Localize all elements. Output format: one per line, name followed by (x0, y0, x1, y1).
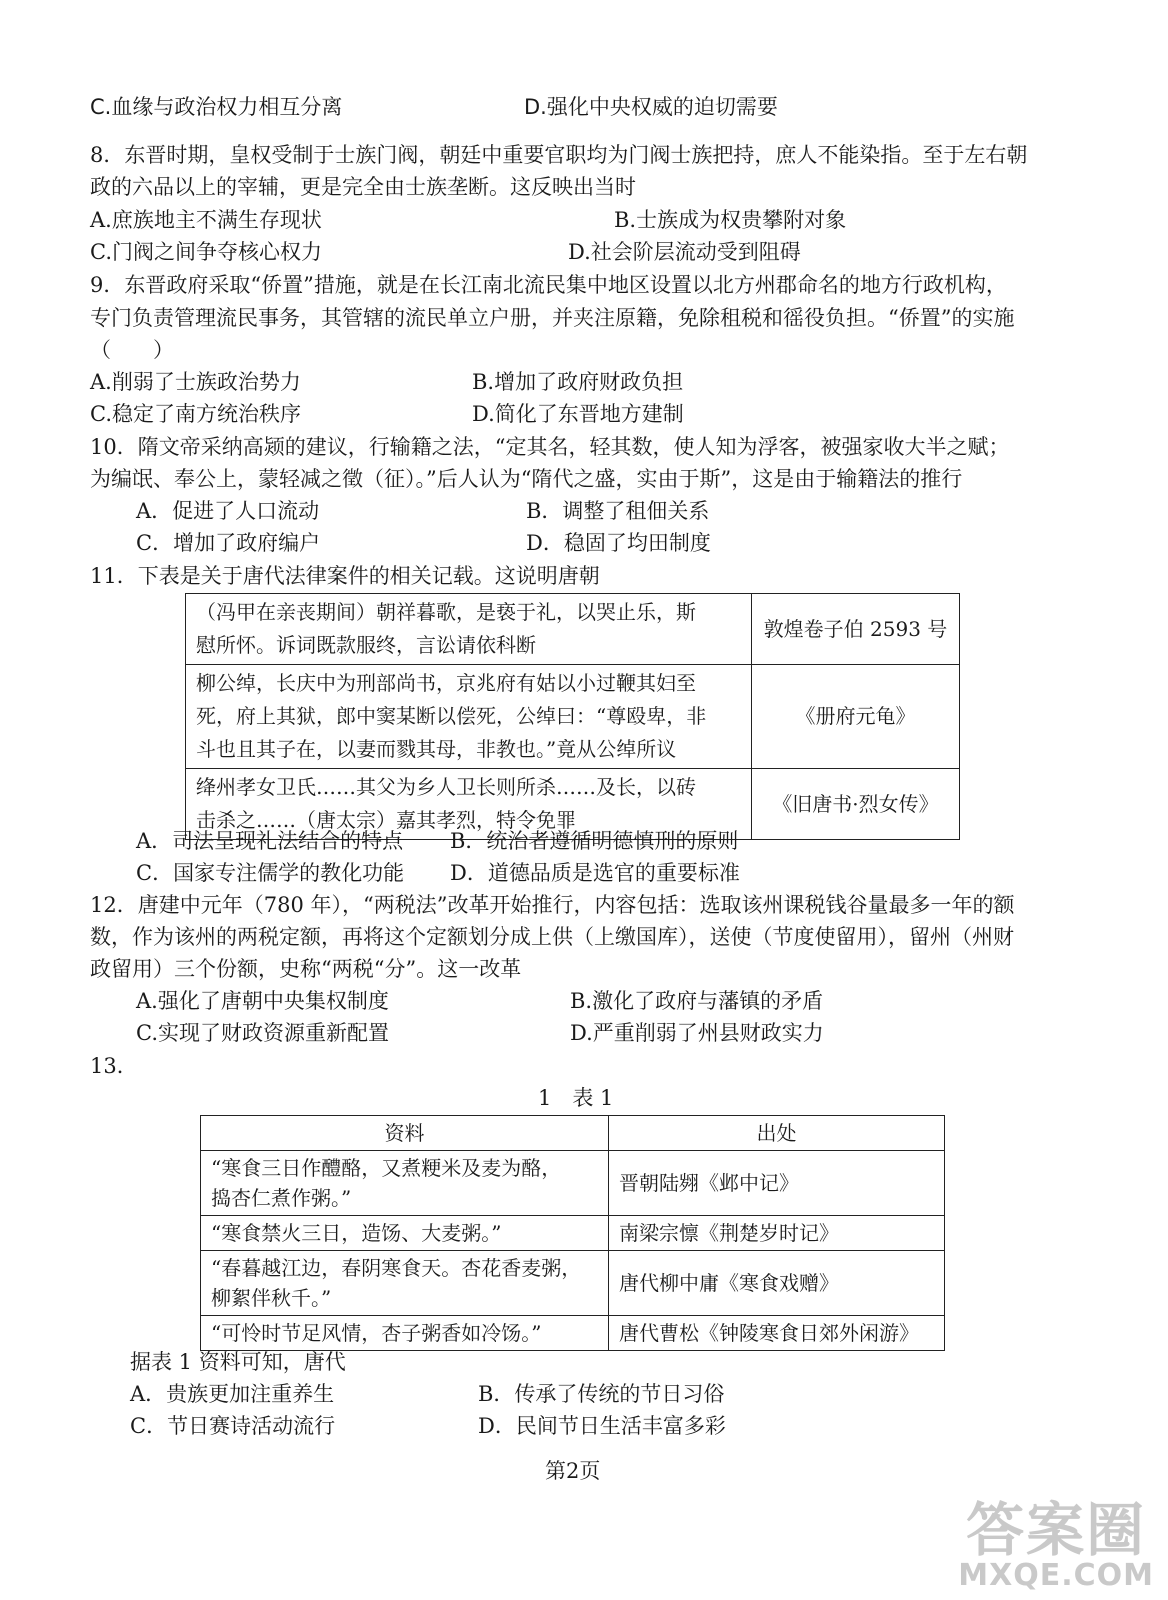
record-line: 死，府上其狱，郎中窦某断以偿死，公绰曰：“尊殴卑，非 (196, 704, 707, 728)
q12-option-a: A.强化了唐朝中央集权制度 (136, 989, 389, 1013)
q13-option-a: A．贵族更加注重养生 (130, 1382, 335, 1406)
q10-option-a: A．促进了人口流动 (136, 499, 320, 523)
table-cell-source: 《旧唐书·烈女传》 (752, 769, 960, 840)
table-cell-source: 唐代曹松《钟陵寒食日郊外闲游》 (609, 1316, 945, 1351)
q12-stem-line1: 12．唐建中元年（780 年），“两税法”改革开始推行，内容包括：选取该州课税钱谷量最多一年的额 (90, 893, 1015, 917)
q10-option-c: C．增加了政府编户 (136, 531, 321, 555)
q8-stem-line2: 政的六品以上的宰辅，更是完全由士族垄断。这反映出当时 (90, 175, 636, 199)
q8-option-d: D.社会阶层流动受到阻碍 (568, 240, 801, 264)
q9-option-d: D.简化了东晋地方建制 (472, 402, 684, 426)
q9-option-b: B.增加了政府财政负担 (472, 370, 684, 394)
column-header-material: 资料 (201, 1116, 609, 1151)
q11-option-d: D．道德品质是选官的重要标准 (450, 861, 740, 885)
q11-option-a: A．司法呈现礼法结合的特点 (136, 829, 404, 853)
q8-option-b: B.士族成为权贵攀附对象 (614, 208, 847, 232)
record-line: 柳公绰，长庆中为刑部尚书，京兆府有姑以小过鞭其妇至 (196, 671, 696, 695)
record-line: 绛州孝女卫氏……其父为乡人卫长则所杀……及长，以砖 (196, 775, 696, 799)
table-cell-record (186, 594, 752, 665)
table-row (186, 665, 960, 769)
q10-option-b: B．调整了租佃关系 (526, 499, 710, 523)
q9-option-a: A.削弱了士族政治势力 (90, 370, 301, 394)
table-row (201, 1216, 945, 1251)
q13-custom-table (200, 1115, 945, 1351)
q13-number: 13． (90, 1054, 138, 1078)
table-cell-material: “可怜时节足风情，杏子粥香如冷饧。” (201, 1316, 609, 1351)
table-row (186, 594, 960, 665)
q12-option-d: D.严重削弱了州县财政实力 (570, 1021, 824, 1045)
q9-answer-blank: （ ） (90, 338, 174, 362)
q13-option-c: C．节日赛诗活动流行 (130, 1414, 336, 1438)
q13-option-d: D．民间节日生活丰富多彩 (478, 1414, 726, 1438)
table-row (201, 1151, 945, 1216)
table-cell-source: 晋朝陆翙《邺中记》 (609, 1151, 945, 1216)
watermark-url: MXQE.COM (958, 1558, 1154, 1593)
q8-option-c: C.门阀之间争夺核心权力 (90, 240, 322, 264)
table-cell-record (186, 665, 752, 769)
table-cell-source: 《册府元龟》 (752, 665, 960, 769)
q9-option-c: C.稳定了南方统治秩序 (90, 402, 301, 426)
record-line: 慰所怀。诉词既款服终，言讼请依科断 (196, 633, 536, 657)
table-header-row (201, 1116, 945, 1151)
q11-option-b: B．统治者遵循明德慎刑的原则 (450, 829, 739, 853)
q12-option-c: C.实现了财政资源重新配置 (136, 1021, 389, 1045)
q13-option-b: B．传承了传统的节日习俗 (478, 1382, 725, 1406)
q12-option-b: B.激化了政府与藩镇的矛盾 (570, 989, 824, 1013)
table-row (201, 1316, 945, 1351)
q9-stem-line2: 专门负责管理流民事务，其管辖的流民单立户册，并夹注原籍，免除租税和徭役负担。“侨置”的实施 (90, 306, 1015, 330)
q11-case-table (185, 593, 960, 840)
table-caption: 1 表 1 (538, 1086, 614, 1110)
table-cell-source: 南梁宗懔《荆楚岁时记》 (609, 1216, 945, 1251)
table-row (201, 1251, 945, 1316)
material-line: “寒食三日作醴酪，又煮粳米及麦为酪， (211, 1156, 562, 1180)
q7-option-c: C.血缘与政治权力相互分离 (90, 95, 343, 119)
page-number: 第2页 (545, 1459, 601, 1483)
table-cell-source: 敦煌卷子伯 2593 号 (752, 594, 960, 665)
q8-option-a: A.庶族地主不满生存现状 (90, 208, 322, 232)
table-cell-material (201, 1151, 609, 1216)
q8-stem-line1: 8．东晋时期，皇权受制于士族门阀，朝廷中重要官职均为门阀士族把持，庶人不能染指。至于左右朝 (90, 143, 1028, 167)
table-cell-source: 唐代柳中庸《寒食戏赠》 (609, 1251, 945, 1316)
column-header-source: 出处 (609, 1116, 945, 1151)
record-line: （冯甲在亲丧期间）朝祥暮歌，是亵于礼，以哭止乐，斯 (196, 600, 696, 624)
watermark-logo (958, 1496, 1154, 1593)
table-cell-material (201, 1251, 609, 1316)
q10-stem-line2: 为编氓、奉公上，蒙轻减之徵（征）。”后人认为“隋代之盛，实由于斯”，这是由于输籍法的推行 (90, 467, 963, 491)
material-line: 柳絮伴秋千。” (211, 1286, 332, 1310)
q11-option-c: C．国家专注儒学的教化功能 (136, 861, 405, 885)
material-line: 捣杏仁煮作粥。” (211, 1186, 352, 1210)
q10-stem-line1: 10．隋文帝采纳高颎的建议，行输籍之法，“定其名，轻其数，使人知为浮客，被强家收大半之赋； (90, 435, 1010, 459)
q12-stem-line2: 数，作为该州的两税定额，再将这个定额划分成上供（上缴国库），送使（节度使留用），留州（州财 (90, 925, 1014, 949)
record-line: 击杀之……（唐太宗）嘉其孝烈，特令免罪 (196, 808, 576, 832)
q11-stem: 11．下表是关于唐代法律案件的相关记载。这说明唐朝 (90, 564, 600, 588)
q7-option-d: D.强化中央权威的迫切需要 (524, 95, 778, 119)
material-line: “春暮越江边，春阴寒食天。杏花香麦粥， (211, 1256, 582, 1280)
record-line: 斗也且其子在，以妻而戮其母，非教也。”竟从公绰所议 (196, 737, 677, 761)
table-cell-material: “寒食禁火三日，造饧、大麦粥。” (201, 1216, 609, 1251)
q10-option-d: D．稳固了均田制度 (526, 531, 711, 555)
q12-stem-line3: 政留用）三个份额，史称“两税“分”。这一改革 (90, 957, 522, 981)
watermark-logo-text: 答案圈 (966, 1496, 1147, 1564)
q9-stem-line1: 9．东晋政府采取“侨置”措施，就是在长江南北流民集中地区设置以北方州郡命名的地方行政机构， (90, 273, 1007, 297)
q13-stem: 据表 1 资料可知，唐代 (130, 1350, 346, 1374)
